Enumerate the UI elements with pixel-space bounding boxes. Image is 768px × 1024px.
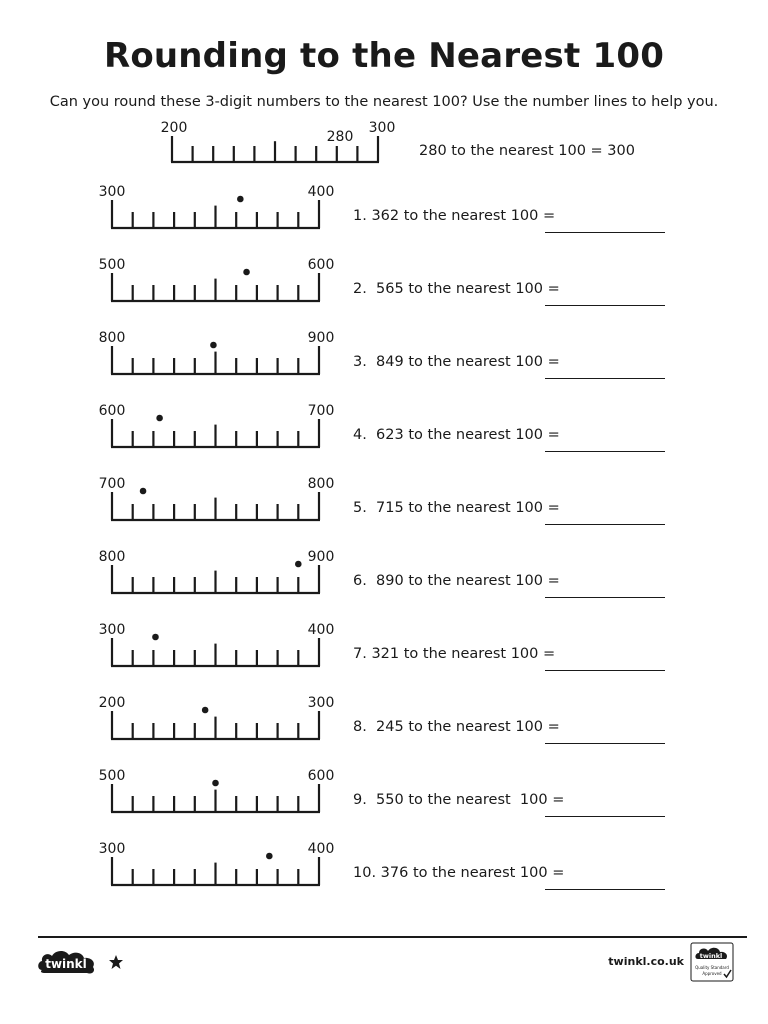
range-start-label: 500 <box>98 768 126 784</box>
range-start-label: 300 <box>98 622 126 638</box>
answer-blank[interactable] <box>545 743 665 744</box>
logo-text: twinkl <box>45 957 87 971</box>
number-point-dot <box>212 780 219 787</box>
range-end-label: 700 <box>307 403 335 419</box>
answer-blank[interactable] <box>545 816 665 817</box>
answer-blank[interactable] <box>545 597 665 598</box>
answer-blank[interactable] <box>545 670 665 671</box>
question-number-line <box>95 547 345 599</box>
question-number-line <box>95 620 345 672</box>
answer-blank[interactable] <box>545 378 665 379</box>
answer-blank[interactable] <box>545 451 665 452</box>
answer-blank[interactable] <box>545 305 665 306</box>
example-number-line <box>150 118 396 172</box>
question-number-line <box>95 839 345 891</box>
example-end-label: 300 <box>368 120 396 136</box>
range-start-label: 700 <box>98 476 126 492</box>
quality-badge <box>690 942 734 982</box>
range-start-label: 300 <box>98 841 126 857</box>
answer-blank[interactable] <box>545 889 665 890</box>
question-text: 9. 550 to the nearest 100 = <box>353 792 569 808</box>
question-number-line <box>95 474 345 526</box>
range-start-label: 500 <box>98 257 126 273</box>
answer-blank[interactable] <box>545 524 665 525</box>
range-end-label: 300 <box>307 695 335 711</box>
number-point-dot <box>152 634 159 641</box>
badge-brand: twinkl <box>699 952 723 960</box>
answer-blank[interactable] <box>545 232 665 233</box>
question-text: 3. 849 to the nearest 100 = <box>353 354 565 370</box>
question-number-line <box>95 255 345 307</box>
range-start-label: 600 <box>98 403 126 419</box>
number-point-dot <box>266 853 273 860</box>
range-end-label: 400 <box>307 184 335 200</box>
range-end-label: 900 <box>307 330 335 346</box>
question-text: 5. 715 to the nearest 100 = <box>353 500 565 516</box>
question-text: 2. 565 to the nearest 100 = <box>353 281 565 297</box>
instructions-text: Can you round these 3-digit numbers to the nearest 100? Use the number lines to help you. <box>49 94 719 110</box>
range-end-label: 600 <box>307 257 335 273</box>
number-point-dot <box>243 269 250 276</box>
star-icon <box>108 954 124 970</box>
number-point-dot <box>156 415 163 422</box>
range-end-label: 800 <box>307 476 335 492</box>
question-text: 1. 362 to the nearest 100 = <box>353 208 560 224</box>
footer-url: twinkl.co.uk <box>608 955 684 968</box>
question-text: 4. 623 to the nearest 100 = <box>353 427 565 443</box>
question-text: 10. 376 to the nearest 100 = <box>353 865 569 881</box>
page-title: Rounding to the Nearest 100 <box>103 36 665 76</box>
badge-line1: Quality Standard <box>695 965 729 970</box>
number-point-dot <box>210 342 217 349</box>
range-end-label: 900 <box>307 549 335 565</box>
range-start-label: 800 <box>98 549 126 565</box>
question-number-line <box>95 328 345 380</box>
question-number-line <box>95 182 345 234</box>
question-text: 6. 890 to the nearest 100 = <box>353 573 565 589</box>
question-text: 8. 245 to the nearest 100 = <box>353 719 565 735</box>
example-marked-label: 280 <box>326 129 354 145</box>
example-equation: 280 to the nearest 100 = 300 <box>419 143 635 159</box>
twinkl-logo <box>36 946 98 976</box>
example-start-label: 200 <box>160 120 188 136</box>
question-number-line <box>95 401 345 453</box>
question-number-line <box>95 766 345 818</box>
range-start-label: 300 <box>98 184 126 200</box>
footer-divider <box>38 936 747 938</box>
range-start-label: 200 <box>98 695 126 711</box>
range-end-label: 600 <box>307 768 335 784</box>
range-end-label: 400 <box>307 622 335 638</box>
number-point-dot <box>237 196 244 203</box>
number-point-dot <box>202 707 209 714</box>
question-number-line <box>95 693 345 745</box>
badge-line2: Approved <box>702 971 722 976</box>
range-end-label: 400 <box>307 841 335 857</box>
question-text: 7. 321 to the nearest 100 = <box>353 646 560 662</box>
number-point-dot <box>295 561 302 568</box>
range-start-label: 800 <box>98 330 126 346</box>
number-point-dot <box>140 488 147 495</box>
